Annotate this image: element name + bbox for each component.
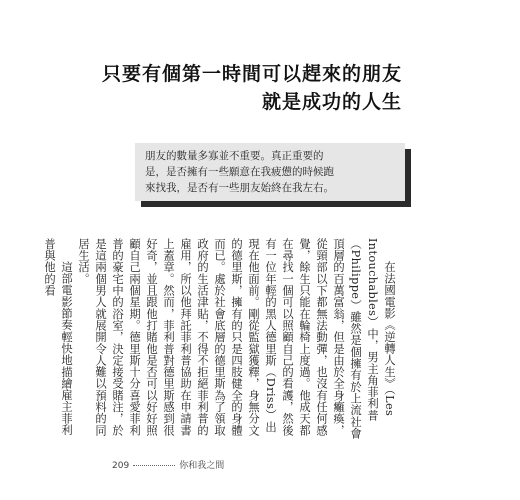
body-paragraph-2: 這部電影節奏輕快地描繪雇主菲利普與他的看 — [43, 238, 73, 436]
vertical-body-text — [43, 238, 398, 440]
pull-quote-box — [135, 143, 405, 201]
leader-dots — [133, 465, 175, 466]
pull-quote-line-2: 是，是否擁有一些願意在我疲憊的時候跑 — [145, 166, 334, 178]
page-footer — [112, 458, 224, 471]
heading-line-1: 只要有個第一時間可以趕來的朋友 — [101, 63, 402, 85]
running-title: 你和我之間 — [179, 461, 225, 471]
body-paragraph-1: 在法國電影《逆轉人生》（Les Intouchables）中，男主角菲利普（Philippe）雖然是個擁有於上流社會頂層的百萬富翁，但是由於全身癱瘓，從頸部以下都無法動彈，也沒有任何感覺，餘生只能在輪椅上度過。他成天都在尋找一個可以照顧自己的看護，然後有一位年輕的黑人德里斯（Driss）出現在他面前。剛從監獄獲釋，身無分文的德里斯，擁有的只是四肢健全的身體而已。處於社會底層的德里斯為了領取政府的生活津貼，不得不拒絕菲利普的雇用，所以他拜託菲利普協助在申請書上蓋章。然而，菲利普對德里斯感到很好奇，並且跟他打賭他是否可以好好照顧自己兩個星期。德里斯十分喜愛菲利普的豪宅中的浴室，決定接受賭注，於是這兩個男人就展開令人難以預料的同居生活。 — [77, 238, 396, 440]
pull-quote-text — [145, 148, 399, 196]
pull-quote-line-1: 朋友的數量多寡並不重要。真正重要的 — [145, 150, 324, 162]
page-number: 209 — [112, 461, 130, 471]
chapter-heading — [102, 60, 402, 116]
heading-line-2: 就是成功的人生 — [261, 91, 402, 113]
pull-quote-line-3: 來找我，是否有一些朋友始終在我左右。 — [145, 182, 334, 194]
